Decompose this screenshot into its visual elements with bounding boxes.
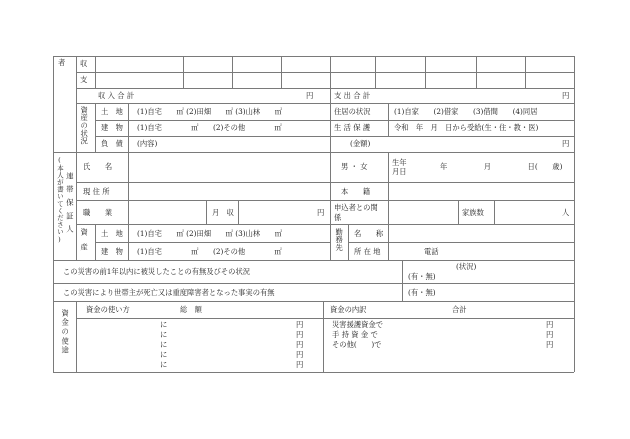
land-options: (1)自宅 ㎡ (2)田畑 ㎡ (3)山林 ㎡ (137, 107, 283, 116)
use-row-yen: 円 (296, 350, 304, 359)
use-row-particle: に (160, 330, 168, 339)
guarantor-side-label: 連帯保証人 (65, 172, 75, 239)
rule (128, 103, 129, 260)
rule (95, 120, 574, 121)
rule (348, 224, 349, 260)
use-row-yen: 円 (296, 330, 304, 339)
address-label: 現 住 所 (83, 187, 110, 196)
rule (402, 260, 403, 301)
income-label: 収 (80, 59, 88, 68)
family-count-label: 家族数 (462, 208, 484, 217)
land-label: 土 地 (101, 107, 123, 116)
rule (76, 301, 77, 372)
assets-status-label: 資産の状況 (80, 106, 90, 145)
gender-options: 男 ・ 女 (341, 162, 368, 171)
death-disability-yesno: (有・無) (408, 288, 436, 297)
monthly-income-label: 月 収 (212, 208, 234, 217)
breakdown-yen: 円 (546, 340, 554, 349)
rule (232, 56, 233, 88)
use-row-particle: に (160, 340, 168, 349)
breakdown-item: その他( )で (332, 340, 382, 349)
rule (76, 200, 574, 201)
rule (53, 56, 54, 372)
monthly-income-yen: 円 (317, 208, 325, 217)
workplace-address-label: 所 在 地 (354, 247, 381, 256)
guarantor-assets-label: 資産 (80, 228, 90, 259)
rule (206, 200, 207, 224)
rule (76, 72, 574, 73)
rule (348, 242, 574, 243)
expense-total-yen: 円 (562, 91, 570, 100)
rule (53, 152, 574, 153)
family-count-unit: 人 (562, 208, 570, 217)
debt-label: 負 債 (101, 139, 123, 148)
funds-side-label: 資金の使途 (61, 309, 71, 356)
prior-disaster-question: この災害の前1年以内に被災したことの有無及びその状況 (63, 267, 251, 276)
rule (95, 136, 574, 137)
rule (574, 56, 575, 372)
breakdown-yen: 円 (546, 320, 554, 329)
rule (95, 56, 96, 88)
use-row-particle: に (160, 320, 168, 329)
rule (525, 56, 526, 88)
use-row-yen: 円 (296, 360, 304, 369)
use-row-particle: に (160, 350, 168, 359)
rule (53, 372, 574, 373)
debt-yen: 円 (562, 139, 570, 148)
rule (425, 56, 426, 88)
guarantor-building-label: 建 物 (101, 247, 123, 256)
birth-fields: 年 月 日( 歳) (440, 162, 563, 171)
rule (95, 103, 96, 152)
rule (76, 224, 574, 225)
debt-content: (内容) (137, 139, 158, 148)
job-label: 職 業 (83, 208, 113, 217)
guarantor-name-label: 氏 名 (83, 162, 113, 171)
rule (323, 301, 324, 372)
rule (53, 283, 574, 284)
phone-label: 電話 (424, 247, 439, 256)
prior-disaster-yesno: (有・無) (408, 272, 436, 281)
welfare-label: 生 活 保 護 (334, 123, 371, 132)
rule (330, 56, 331, 152)
funds-sum-label: 合計 (452, 305, 467, 314)
guarantor-land-label: 土 地 (101, 229, 123, 238)
rule (53, 301, 574, 302)
breakdown-item: 手 持 資 金 で (332, 330, 378, 339)
funds-total-label: 総 額 (180, 305, 202, 314)
breakdown-yen: 円 (546, 330, 554, 339)
guarantor-building-options: (1)自宅 ㎡ (2)その他 ㎡ (137, 247, 282, 256)
funds-breakdown-label: 資金の内訳 (330, 305, 367, 314)
rule (53, 56, 574, 57)
domicile-label: 本 籍 (341, 187, 371, 196)
expense-total-label: 支 出 合 計 (334, 91, 371, 100)
rule (76, 103, 574, 104)
guarantor-land-options: (1)自宅 ㎡ (2)田畑 ㎡ (3)山林 ㎡ (137, 229, 283, 238)
rule (95, 224, 96, 260)
birth-label: 生年月日 (392, 158, 407, 177)
applicant-side-label: 者 (58, 58, 66, 67)
workplace-name-label: 名 称 (354, 229, 384, 238)
guarantor-note: (本人が書いてください) (55, 156, 64, 244)
use-row-particle: に (160, 360, 168, 369)
rule (330, 152, 331, 260)
rule (375, 56, 376, 88)
building-label: 建 物 (101, 123, 123, 132)
residence-label: 住居の状況 (334, 107, 371, 116)
rule (238, 200, 239, 224)
funds-use-label: 資金の使い方 (86, 305, 130, 314)
relation-label: 申込者との関 係 (334, 203, 393, 222)
rule (458, 200, 459, 224)
rule (76, 182, 574, 183)
rule (76, 88, 574, 89)
rule (183, 56, 184, 88)
use-row-yen: 円 (296, 320, 304, 329)
workplace-label: 勤務先 (335, 228, 345, 252)
rule (494, 200, 495, 224)
rule (95, 242, 330, 243)
death-disability-question: この災害により世帯主が死亡又は重度障害者となった事実の有無 (63, 288, 275, 297)
building-options: (1)自宅 ㎡ (2)その他 ㎡ (137, 123, 282, 132)
breakdown-item: 災害援護資金で (332, 320, 384, 329)
income-total-yen: 円 (306, 91, 314, 100)
residence-options: (1)自家 (2)借家 (3)借間 (4)同居 (394, 107, 538, 116)
expense-label: 支 (80, 75, 88, 84)
prior-disaster-status: (状況) (456, 262, 477, 271)
rule (476, 56, 477, 88)
rule (388, 103, 389, 136)
debt-amount: (金額) (350, 139, 371, 148)
welfare-text: 令和 年 月 日から受給(生・住・教・医) (394, 123, 539, 132)
rule (76, 56, 77, 260)
use-row-yen: 円 (296, 340, 304, 349)
income-total-label: 収 入 合 計 (98, 91, 135, 100)
rule (281, 56, 282, 88)
rule (76, 318, 574, 319)
rule (53, 260, 574, 261)
